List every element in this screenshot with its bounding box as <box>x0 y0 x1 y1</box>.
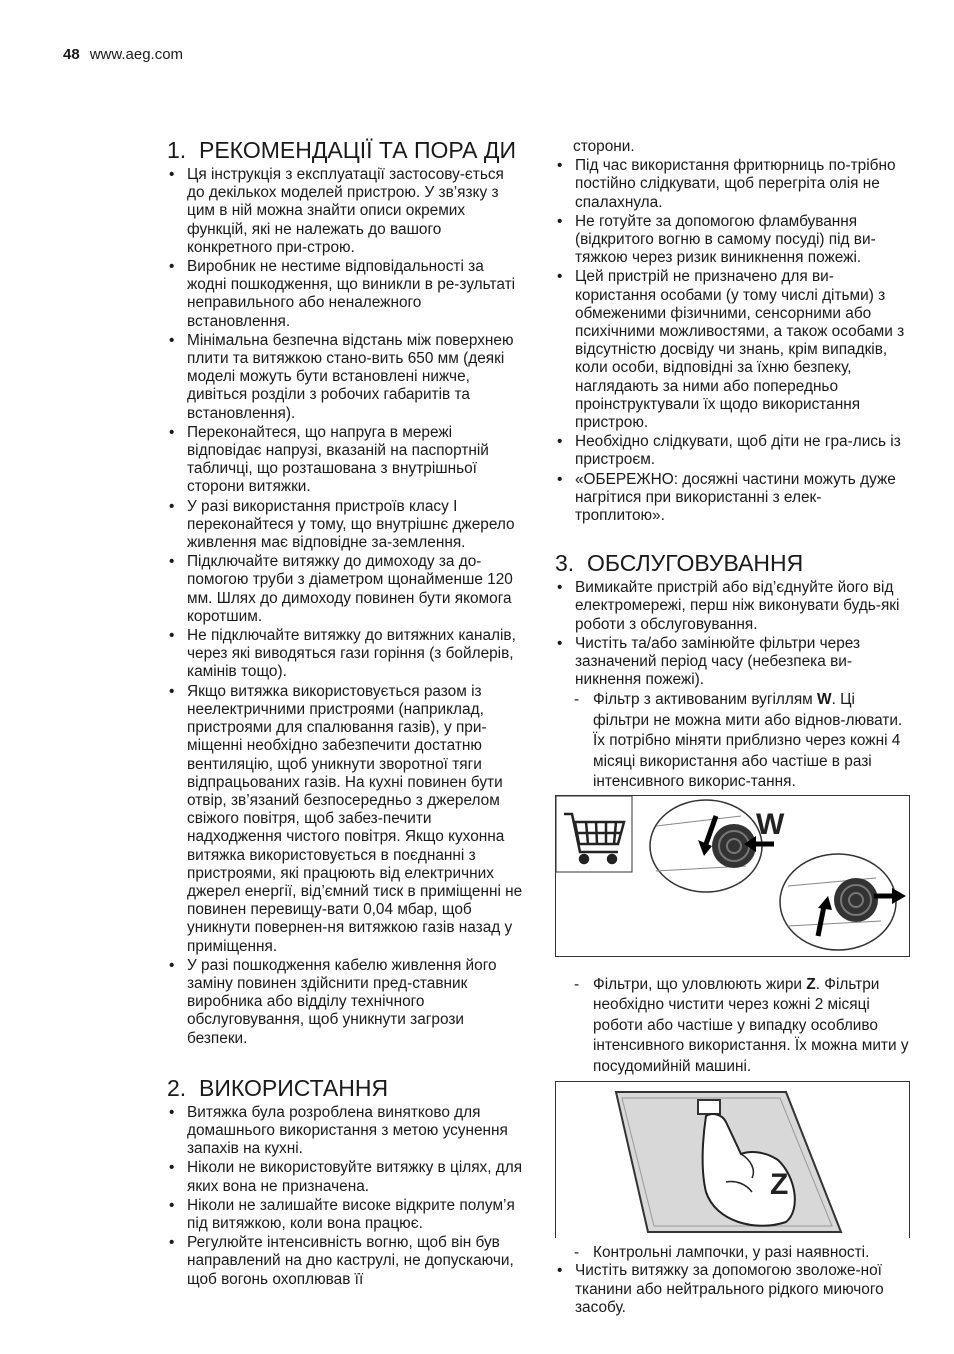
list-item: • Ніколи не використовуйте витяжку в цілях, для яких вона не призначена. <box>167 1159 525 1195</box>
list-item: • Необхідно слідкувати, щоб діти не гра-лись із пристроєм. <box>555 433 910 469</box>
section-2-list-continued <box>555 138 910 525</box>
list-item: • Під час використання фритюрниць по-трібно постійно слідкувати, щоб перегріта олія не спалахнула. <box>555 157 910 212</box>
filter-z-label: Z <box>770 1168 789 1202</box>
section-2-title: ВИКОРИСТАННЯ <box>199 1074 389 1101</box>
section-3-heading <box>555 551 910 575</box>
grease-filter-figure <box>555 1081 910 1238</box>
dash-marker: - <box>574 1244 580 1262</box>
list-item: • Чистіть витяжку за допомогою зволоже-ної тканини або нейтрального рідкого миючого засобу. <box>555 1262 910 1317</box>
indicator-lamps-text: Контрольні лампочки, у разі наявності. <box>593 1244 870 1262</box>
section-1-heading <box>167 138 525 162</box>
list-item: • У разі використання пристроїв класу I переконайтеся у тому, що внутрішнє джерело живлення має відповідне за-землення. <box>167 498 525 553</box>
list-item: • Чистіть та/або замінюйте фільтри через зазначений період часу (небезпека ви-никнення пожежі). <box>555 635 910 690</box>
list-item: • Цей пристрій не призначено для ви-користання особами (у тому числі дітьми) з обмеженими фізичними, сенсорними або психічними можливостями, а також особами з відсутністю досвіду чи знань, крім випадків, коли особи, відповідні за їхню безпеку, наглядають за ними або попередньо проінструктували їх щодо використання пристрою. <box>555 268 910 432</box>
list-item: • Регулюйте інтенсивність вогню, щоб він був направлений на дно каструлі, не допускаючи, щоб вогонь охоплював її <box>167 1234 525 1289</box>
carbon-filter-code: W <box>817 691 832 709</box>
list-item: • У разі пошкодження кабелю живлення його заміну повинен здійснити пред-ставник виробника або відділу технічного обслуговування, щоб уникнути загрози безпеки. <box>167 957 525 1048</box>
list-item: • Не підключайте витяжку до витяжних каналів, через які виводяться гази горіння (з бойлерів, камінів тощо). <box>167 627 525 682</box>
list-item: • Вимикайте пристрій або від’єднуйте його від електромережі, перш ніж виконувати будь-які роботи з обслуговування. <box>555 579 910 634</box>
dash-marker: - <box>574 975 580 993</box>
list-item: • Підключайте витяжку до димоходу за до-помогою труби з діаметром щонайменше 120 мм. Шлях до димоходу повинен бути якомога коротшим. <box>167 553 525 626</box>
page-header <box>63 46 183 63</box>
list-item: • Ця інструкція з експлуатації застосову-ється до декількох моделей пристрою. У зв’язку з цим в ній можна знайти описи окремих функцій, які не належать до вашого конкретного при-строю. <box>167 166 525 257</box>
carbon-filter-text-cont: . Ці фільтри не можна мити або віднов-лювати. Їх потрібно міняти приблизно через кожні 4 місяці використання або частіше в разі інтенсивного викорис-тання. <box>593 691 903 791</box>
carbon-filter-figure <box>555 795 910 957</box>
carbon-filter-note <box>555 690 910 793</box>
section-1-title: РЕКОМЕНДАЦІЇ ТА ПОРА ДИ <box>199 137 517 163</box>
grease-filter-code: Z <box>806 975 816 993</box>
section-3-title: ОБСЛУГОВУВАННЯ <box>587 550 804 577</box>
list-item: • Ніколи не залишайте високе відкрите полум’я під витяжкою, коли вона працює. <box>167 1197 525 1233</box>
right-column <box>555 138 910 1318</box>
section-2-heading <box>167 1076 525 1100</box>
list-item: • «ОБЕРЕЖНО: досяжні частини можуть дуже нагрітися при використанні з елек-троплитою». <box>555 471 910 526</box>
carbon-filter-text: Фільтр з активованим вугіллям <box>593 691 818 709</box>
section-1-number: 1. <box>167 137 187 163</box>
indicator-lamps-note <box>555 1244 910 1262</box>
section-3-list <box>555 579 910 689</box>
list-item: • Якщо витяжка використовується разом із неелектричними пристроями (наприклад, пристроями для спалювання газів), у при-міщенні необхідно забезпечити достатню вентиляцію, щоб уникнути зворотної тяги відпрацьованих газів. На кухні повинен бути отвір, зв’язаний безпосередньо з джерелом свіжого повітря, щоб забез-печити надходження чистого повітря. Якщо кухонна витяжка використовується в поєднанні з пристроями, які працюють від електричних джерел енергії, від’ємний тиск в приміщенні не повинен перевищу-вати 0,04 мбар, щоб уникнути повернен-ня витяжкою газів назад у приміщення. <box>167 683 525 956</box>
section-3-list-end <box>555 1262 910 1317</box>
site-url: www.aeg.com <box>89 46 184 63</box>
grease-filter-text: Фільтри, що уловлюють жири <box>593 975 807 993</box>
list-item: • Мінімальна безпечна відстань між поверхнею плити та витяжкою стано-вить 650 мм (деякі моделі можуть бути встановлені нижче, дивіться розділи з робочих габаритів та встановлення). <box>167 332 525 423</box>
section-3-number: 3. <box>555 550 575 577</box>
grease-filter-note <box>555 975 910 1078</box>
grease-filter-text-cont: . Фільтри необхідно чистити через кожні 2 місяці роботи або частіше у випадку особливо інтенсивного використання. Їх можна мити у посудомийній машині. <box>593 975 909 1075</box>
page-number: 48 <box>63 46 80 63</box>
list-item: • Виробник не нестиме відповідальності за жодні пошкодження, що виникли в ре-зультаті неправильного або неналежного встановлення. <box>167 258 525 331</box>
section-2-list <box>167 1104 525 1289</box>
section-2-number: 2. <box>167 1074 187 1101</box>
grease-filter-illustration <box>556 1082 909 1238</box>
dash-marker: - <box>574 691 580 709</box>
list-item-continued: сторони. <box>573 138 635 155</box>
list-item: • Витяжка була розроблена винятково для домашнього використання з метою усунення запахів на кухні. <box>167 1104 525 1159</box>
left-column <box>167 138 525 1290</box>
section-1-list <box>167 166 525 1048</box>
filter-w-label: W <box>756 807 785 841</box>
carbon-filter-illustration <box>556 796 909 956</box>
list-item: • Переконайтеся, що напруга в мережі відповідає напрузі, вказаній на паспортній табличці, що розташована з внутрішньої сторони витяжки. <box>167 424 525 497</box>
list-item: • Не готуйте за допомогою фламбування (відкритого вогню в самому посуді) під ви-тяжкою через ризик виникнення пожежі. <box>555 213 910 268</box>
